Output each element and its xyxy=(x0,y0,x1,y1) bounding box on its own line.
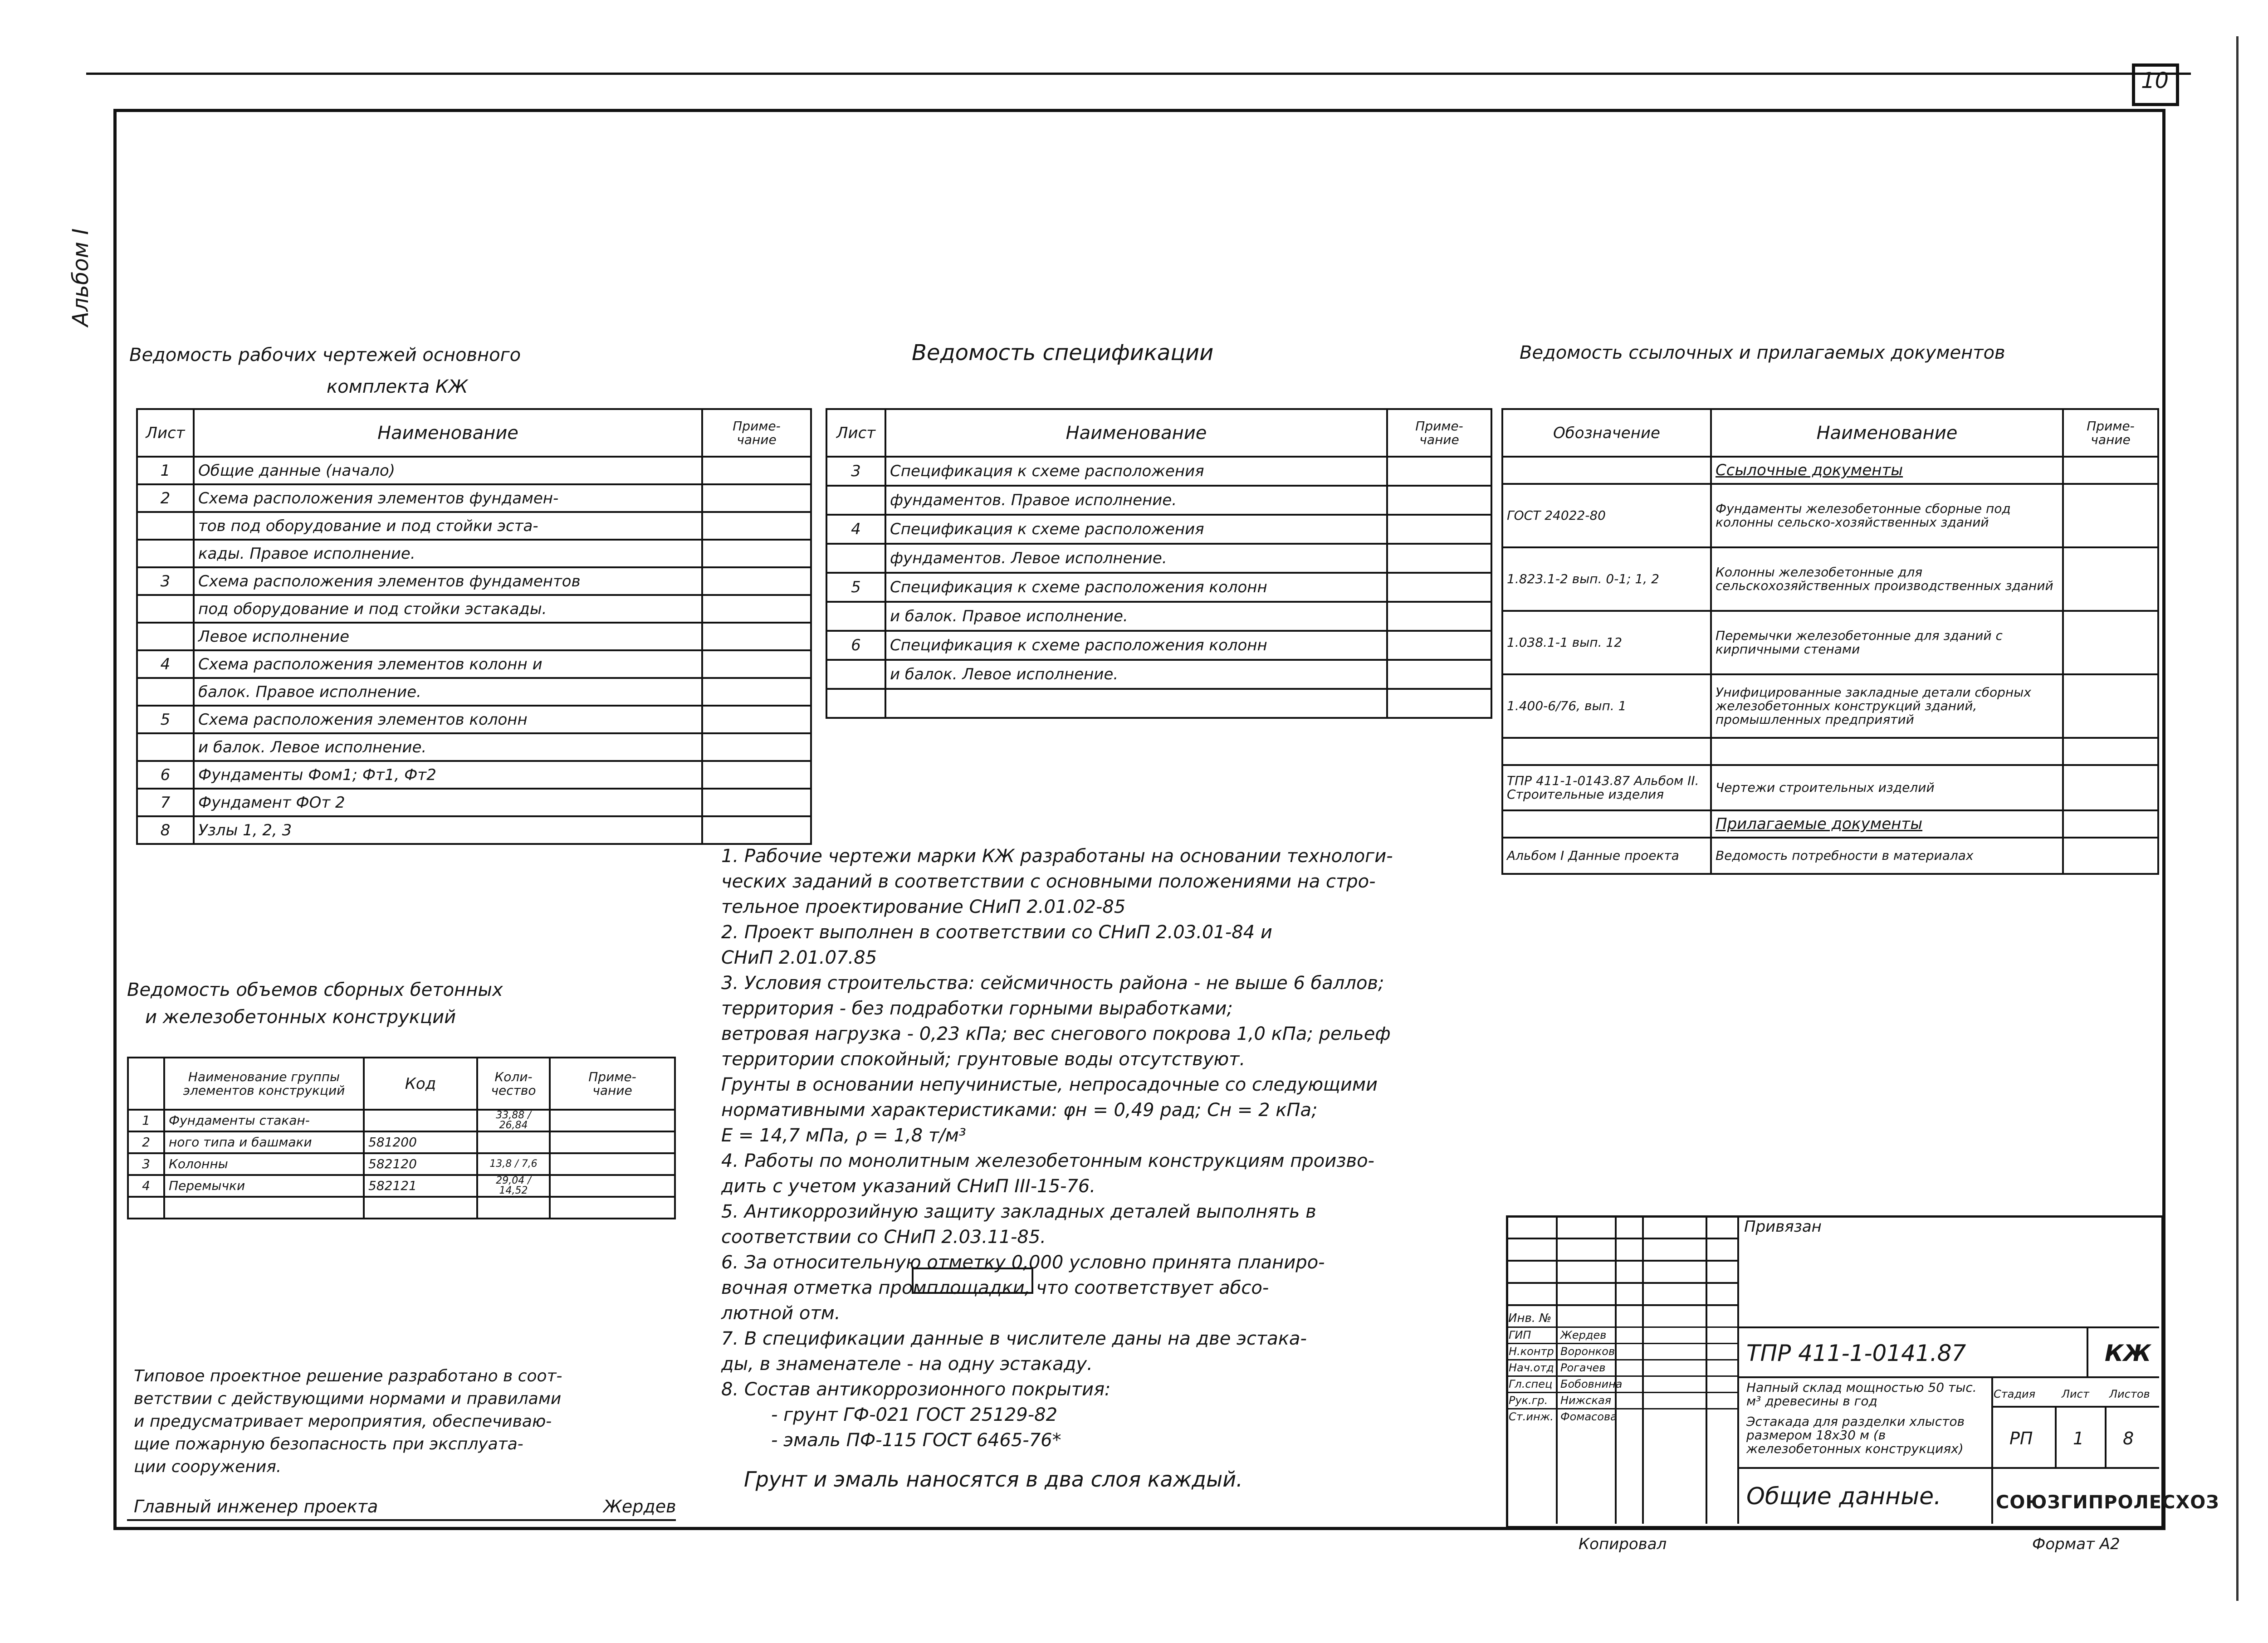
row-note xyxy=(702,706,811,733)
col-sheet: Лист xyxy=(826,409,885,457)
row-note xyxy=(550,1153,675,1175)
row-note xyxy=(550,1131,675,1153)
row-note xyxy=(2063,674,2158,738)
table-row xyxy=(1502,838,2158,874)
drawings-list-table xyxy=(136,408,812,845)
row-name: ного типа и башмаки xyxy=(164,1131,364,1153)
row-sheet: 7 xyxy=(137,789,194,816)
chief-engineer-line xyxy=(127,1519,676,1521)
row-note xyxy=(702,457,811,484)
staff-row xyxy=(1506,1343,1737,1360)
note-line: 3. Условия строительства: сейсмичность района - не выше 6 баллов; xyxy=(721,973,1384,994)
row-sheet xyxy=(826,486,885,515)
note-line: 7. В спецификации данные в числителе даны на две эстака- xyxy=(721,1328,1307,1349)
fire-safety-line: и предусматривает мероприятия, обеспечиваю- xyxy=(134,1412,552,1431)
table-row xyxy=(137,678,811,706)
staff-name: Рогачев xyxy=(1560,1361,1606,1374)
row-sheet xyxy=(826,660,885,689)
row-name: кады. Правое исполнение. xyxy=(194,540,702,567)
row-note xyxy=(1387,544,1491,573)
table-row xyxy=(137,733,811,761)
absolute-elevation-box xyxy=(912,1268,1033,1294)
row-code xyxy=(364,1110,477,1131)
precast-list-table xyxy=(127,1057,676,1219)
sheet-label: Лист xyxy=(2062,1388,2089,1400)
row-name: фундаментов. Правое исполнение. xyxy=(885,486,1387,515)
format-label: Формат А2 xyxy=(2032,1535,2120,1553)
row-sheet xyxy=(826,689,885,718)
row-name: Узлы 1, 2, 3 xyxy=(194,816,702,844)
table-row xyxy=(137,457,811,484)
row-name: Фундаменты Фом1; Фт1, Фт2 xyxy=(194,761,702,789)
row-sheet xyxy=(137,512,194,540)
note-line: тельное проектирование СНиП 2.01.02-85 xyxy=(721,897,1126,917)
table-row xyxy=(826,486,1491,515)
row-code: 582120 xyxy=(364,1153,477,1175)
note-line: 2. Проект выполнен в соответствии со СНиП 2.03.01-84 и xyxy=(721,922,1272,943)
table-row xyxy=(137,567,811,595)
row-sheet xyxy=(826,544,885,573)
row-sheet xyxy=(137,678,194,706)
side-label: Альбом I xyxy=(68,228,93,327)
row-name: Спецификация к схеме расположения колонн xyxy=(885,573,1387,602)
sheet-number: 10 xyxy=(2141,68,2169,93)
object-name: Эстакада для разделки хлыстов размером 18х30 м (в железобетонных конструкциях) xyxy=(1746,1414,1965,1456)
row-note xyxy=(702,733,811,761)
col-designation: Обозначение xyxy=(1502,409,1711,457)
row-note xyxy=(2063,838,2158,874)
note-line: вочная отметка промплощадки, что соответствует абсо- xyxy=(721,1277,1269,1298)
row-number: 2 xyxy=(128,1131,164,1153)
row-qty xyxy=(477,1197,550,1219)
row-sheet: 5 xyxy=(826,573,885,602)
col-sheet: Лист xyxy=(137,409,194,457)
staff-row xyxy=(1506,1326,1737,1344)
row-note xyxy=(1387,631,1491,660)
col-note: Приме- чание xyxy=(1387,409,1491,457)
row-qty: 29,04 / 14,52 xyxy=(477,1175,550,1197)
row-note xyxy=(1387,689,1491,718)
row-note xyxy=(550,1110,675,1131)
table-row xyxy=(826,573,1491,602)
table-row xyxy=(137,540,811,567)
row-name: Перемычки xyxy=(164,1175,364,1197)
row-designation: Альбом I Данные проекта xyxy=(1502,838,1711,874)
note-line: Грунты в основании непучинистые, непросадочные со следующими xyxy=(721,1074,1378,1095)
row-sheet xyxy=(826,602,885,631)
table-row xyxy=(137,650,811,678)
staff-row xyxy=(1506,1359,1737,1377)
precast-list-title: Ведомость объемов сборных бетонных xyxy=(127,980,503,1000)
sheets-label: Листов xyxy=(2109,1388,2150,1400)
row-sheet xyxy=(137,623,194,650)
row-name: под оборудование и под стойки эстакады. xyxy=(194,595,702,623)
row-note xyxy=(702,540,811,567)
note-line: 1. Рабочие чертежи марки КЖ разработаны на основании технологи- xyxy=(721,846,1393,867)
row-note xyxy=(1387,515,1491,544)
row-note xyxy=(2063,484,2158,547)
row-designation: 1.400-6/76, вып. 1 xyxy=(1502,674,1711,738)
copied-label: Копировал xyxy=(1579,1535,1667,1553)
note-line: 6. За относительную отметку 0,000 условно принята планиро- xyxy=(721,1252,1325,1273)
row-note xyxy=(702,623,811,650)
row-note xyxy=(702,512,811,540)
row-sheet: 3 xyxy=(137,567,194,595)
drawings-list-title: Ведомость рабочих чертежей основного xyxy=(129,345,521,366)
row-number: 4 xyxy=(128,1175,164,1197)
fire-safety-line: ветствии с действующими нормами и правилами xyxy=(134,1389,562,1408)
col-name: Наименование xyxy=(194,409,702,457)
row-code: 582121 xyxy=(364,1175,477,1197)
row-sheet: 4 xyxy=(137,650,194,678)
stage-value: РП xyxy=(2009,1428,2033,1448)
table-row xyxy=(137,484,811,512)
right-edge-line xyxy=(2236,36,2239,1601)
table-row xyxy=(826,602,1491,631)
table-row xyxy=(1502,765,2158,810)
bound-label: Привязан xyxy=(1744,1218,1822,1236)
staff-name: Воронков xyxy=(1560,1345,1615,1358)
spec-list-title: Ведомость спецификации xyxy=(912,340,1214,366)
row-name xyxy=(1711,738,2063,765)
chief-engineer-name: Жердев xyxy=(603,1497,676,1516)
inv-label: Инв. № xyxy=(1508,1311,1552,1325)
stage-label: Стадия xyxy=(1994,1388,2036,1400)
staff-role: Рук.гр. xyxy=(1509,1394,1548,1407)
staff-role: ГИП xyxy=(1509,1329,1531,1341)
row-name: Схема расположения элементов фундаментов xyxy=(194,567,702,595)
section-heading: Ссылочные документы xyxy=(1711,457,2063,484)
row-note xyxy=(702,484,811,512)
row-name: Колонны xyxy=(164,1153,364,1175)
staff-row xyxy=(1506,1392,1737,1409)
col-code: Код xyxy=(364,1058,477,1110)
project-code: ТПР 411-1-0141.87 xyxy=(1746,1340,1966,1366)
row-name: Спецификация к схеме расположения xyxy=(885,515,1387,544)
row-name: Унифицированные закладные детали сборных железобетонных конструкций зданий, промышленных предприятий xyxy=(1711,674,2063,738)
row-name: Спецификация к схеме расположения колонн xyxy=(885,631,1387,660)
row-designation: ТПР 411-1-0143.87 Альбом II. Строительные изделия xyxy=(1502,765,1711,810)
row-note xyxy=(702,650,811,678)
row-sheet: 8 xyxy=(137,816,194,844)
staff-name: Нижская xyxy=(1560,1394,1612,1407)
table-row xyxy=(137,761,811,789)
table-row xyxy=(826,631,1491,660)
row-name: Фундаменты стакан- xyxy=(164,1110,364,1131)
table-row xyxy=(1502,674,2158,738)
row-designation xyxy=(1502,457,1711,484)
row-designation: 1.038.1-1 вып. 12 xyxy=(1502,611,1711,674)
note-line: Грунт и эмаль наносятся в два слоя каждый. xyxy=(744,1467,1243,1492)
fire-safety-line: щие пожарную безопасность при эксплуата- xyxy=(134,1435,523,1453)
row-name: Фундамент ФОт 2 xyxy=(194,789,702,816)
table-row xyxy=(137,623,811,650)
table-row xyxy=(826,457,1491,486)
row-name: Ведомость потребности в материалах xyxy=(1711,838,2063,874)
table-row xyxy=(1502,457,2158,484)
staff-role: Нач.отд xyxy=(1509,1361,1554,1374)
row-note xyxy=(702,567,811,595)
note-line: - грунт ГФ-021 ГОСТ 25129-82 xyxy=(771,1404,1058,1425)
row-sheet: 2 xyxy=(137,484,194,512)
note-line: Е = 14,7 мПа, ρ = 1,8 т/м³ xyxy=(721,1125,966,1146)
row-name: Перемычки железобетонные для зданий с кирпичными стенами xyxy=(1711,611,2063,674)
row-name: и балок. Левое исполнение. xyxy=(885,660,1387,689)
organization-name: СОЮЗГИПРОЛЕСХОЗ xyxy=(1996,1492,2219,1513)
row-sheet xyxy=(137,733,194,761)
row-sheet: 4 xyxy=(826,515,885,544)
col-name: Наименование xyxy=(885,409,1387,457)
row-name: тов под оборудование и под стойки эста- xyxy=(194,512,702,540)
row-name: и балок. Правое исполнение. xyxy=(885,602,1387,631)
row-note xyxy=(2063,547,2158,611)
staff-name: Жердев xyxy=(1560,1329,1607,1341)
table-row xyxy=(1502,810,2158,838)
row-code xyxy=(364,1197,477,1219)
row-note xyxy=(2063,738,2158,765)
row-note xyxy=(550,1197,675,1219)
row-note xyxy=(2063,810,2158,838)
note-line: 5. Антикоррозийную защиту закладных деталей выполнять в xyxy=(721,1201,1316,1222)
note-line: - эмаль ПФ-115 ГОСТ 6465-76* xyxy=(771,1430,1061,1451)
row-note xyxy=(550,1175,675,1197)
row-name xyxy=(885,689,1387,718)
fire-safety-line: ции сооружения. xyxy=(134,1458,282,1476)
row-name: Колонны железобетонные для сельскохозяйственных производственных зданий xyxy=(1711,547,2063,611)
table-row xyxy=(1502,484,2158,547)
row-name: Левое исполнение xyxy=(194,623,702,650)
row-note xyxy=(702,816,811,844)
table-row xyxy=(137,816,811,844)
ref-docs-title: Ведомость ссылочных и прилагаемых документов xyxy=(1520,342,2005,363)
general-notes xyxy=(721,843,1393,1492)
section-heading: Прилагаемые документы xyxy=(1711,810,2063,838)
row-sheet: 3 xyxy=(826,457,885,486)
staff-role: Н.контр xyxy=(1509,1345,1554,1358)
table-row xyxy=(1502,547,2158,611)
col-note: Приме- чание xyxy=(2063,409,2158,457)
note-line: дить с учетом указаний СНиП III-15-76. xyxy=(721,1176,1096,1197)
note-line: нормативными характеристиками: φн = 0,49 рад; Сн = 2 кПа; xyxy=(721,1100,1318,1121)
row-note xyxy=(1387,486,1491,515)
table-row xyxy=(826,544,1491,573)
note-line: 4. Работы по монолитным железобетонным конструкциям произво- xyxy=(721,1151,1374,1171)
note-line: соответствии со СНиП 2.03.11-85. xyxy=(721,1227,1046,1248)
note-line: территория - без подработки горными выработками; xyxy=(721,998,1233,1019)
document-title: Общие данные. xyxy=(1746,1483,1941,1510)
note-line: ветровая нагрузка - 0,23 кПа; вес снегового покрова 1,0 кПа; рельеф xyxy=(721,1024,1391,1044)
staff-name: Бобовнина xyxy=(1560,1378,1623,1390)
spec-list-table xyxy=(826,408,1492,719)
row-qty: 33,88 / 26,84 xyxy=(477,1110,550,1131)
row-designation xyxy=(1502,810,1711,838)
staff-row xyxy=(1506,1408,1737,1426)
note-line: лютной отм. xyxy=(721,1303,841,1324)
row-sheet xyxy=(137,540,194,567)
note-line: СНиП 2.01.07.85 xyxy=(721,947,877,968)
row-qty xyxy=(477,1131,550,1153)
note-line: территории спокойный; грунтовые воды отсутствуют. xyxy=(721,1049,1246,1070)
col-qty: Коли- чество xyxy=(477,1058,550,1110)
staff-name: Фомасова xyxy=(1560,1410,1617,1423)
fire-safety-line: Типовое проектное решение разработано в соот- xyxy=(134,1367,562,1385)
note-line: ческих заданий в соответствии с основными положениями на стро- xyxy=(721,871,1376,892)
note-line: 8. Состав антикоррозионного покрытия: xyxy=(721,1379,1111,1400)
row-note xyxy=(1387,457,1491,486)
project-name: Напный склад мощностью 50 тыс. м³ древесины в год xyxy=(1746,1380,1977,1409)
table-row xyxy=(137,595,811,623)
row-sheet: 1 xyxy=(137,457,194,484)
col-note: Приме- чание xyxy=(702,409,811,457)
row-code: 581200 xyxy=(364,1131,477,1153)
row-sheet: 5 xyxy=(137,706,194,733)
top-border-line xyxy=(86,73,2191,75)
row-designation: 1.823.1-2 вып. 0-1; 1, 2 xyxy=(1502,547,1711,611)
row-number: 3 xyxy=(128,1153,164,1175)
row-name: Фундаменты железобетонные сборные под колонны сельско-хозяйственных зданий xyxy=(1711,484,2063,547)
row-name: балок. Правое исполнение. xyxy=(194,678,702,706)
row-designation xyxy=(1502,738,1711,765)
row-name: фундаментов. Левое исполнение. xyxy=(885,544,1387,573)
note-line: ды, в знаменателе - на одну эстакаду. xyxy=(721,1354,1093,1375)
table-row xyxy=(137,789,811,816)
table-row xyxy=(128,1175,675,1197)
table-row xyxy=(128,1131,675,1153)
table-row xyxy=(128,1197,675,1219)
row-note xyxy=(2063,611,2158,674)
row-sheet: 6 xyxy=(137,761,194,789)
row-note xyxy=(1387,573,1491,602)
precast-list-subtitle: и железобетонных конструкций xyxy=(145,1007,456,1028)
staff-role: Ст.инж. xyxy=(1509,1410,1554,1423)
row-name xyxy=(164,1197,364,1219)
row-note xyxy=(2063,457,2158,484)
drawings-list-subtitle: комплекта КЖ xyxy=(327,376,468,397)
row-note xyxy=(702,595,811,623)
row-note xyxy=(702,678,811,706)
sheet-value: 1 xyxy=(2073,1428,2084,1448)
row-number: 1 xyxy=(128,1110,164,1131)
row-sheet xyxy=(137,595,194,623)
row-name: Схема расположения элементов колонн и xyxy=(194,650,702,678)
ref-docs-table xyxy=(1501,408,2159,875)
table-row xyxy=(128,1110,675,1131)
table-row xyxy=(826,515,1491,544)
row-name: Спецификация к схеме расположения xyxy=(885,457,1387,486)
staff-row xyxy=(1506,1375,1737,1393)
row-name: Схема расположения элементов колонн xyxy=(194,706,702,733)
mark: КЖ xyxy=(2105,1340,2151,1366)
row-note xyxy=(1387,602,1491,631)
row-sheet: 6 xyxy=(826,631,885,660)
row-name: Общие данные (начало) xyxy=(194,457,702,484)
row-name: Схема расположения элементов фундамен- xyxy=(194,484,702,512)
col-name: Наименование xyxy=(1711,409,2063,457)
table-row xyxy=(128,1153,675,1175)
row-name: Чертежи строительных изделий xyxy=(1711,765,2063,810)
row-note xyxy=(702,761,811,789)
row-designation: ГОСТ 24022-80 xyxy=(1502,484,1711,547)
sheets-value: 8 xyxy=(2123,1428,2134,1448)
row-note xyxy=(2063,765,2158,810)
chief-engineer-label: Главный инженер проекта xyxy=(134,1497,378,1516)
row-note xyxy=(702,789,811,816)
table-row xyxy=(1502,738,2158,765)
col-name: Наименование группы элементов конструкций xyxy=(164,1058,364,1110)
row-qty: 13,8 / 7,6 xyxy=(477,1153,550,1175)
staff-role: Гл.спец xyxy=(1509,1378,1553,1390)
row-name: и балок. Левое исполнение. xyxy=(194,733,702,761)
row-number xyxy=(128,1197,164,1219)
fire-safety-statement xyxy=(134,1365,562,1478)
table-row xyxy=(826,689,1491,718)
row-note xyxy=(1387,660,1491,689)
table-row xyxy=(137,706,811,733)
table-row xyxy=(826,660,1491,689)
col-note: Приме- чание xyxy=(550,1058,675,1110)
table-row xyxy=(1502,611,2158,674)
table-row xyxy=(137,512,811,540)
